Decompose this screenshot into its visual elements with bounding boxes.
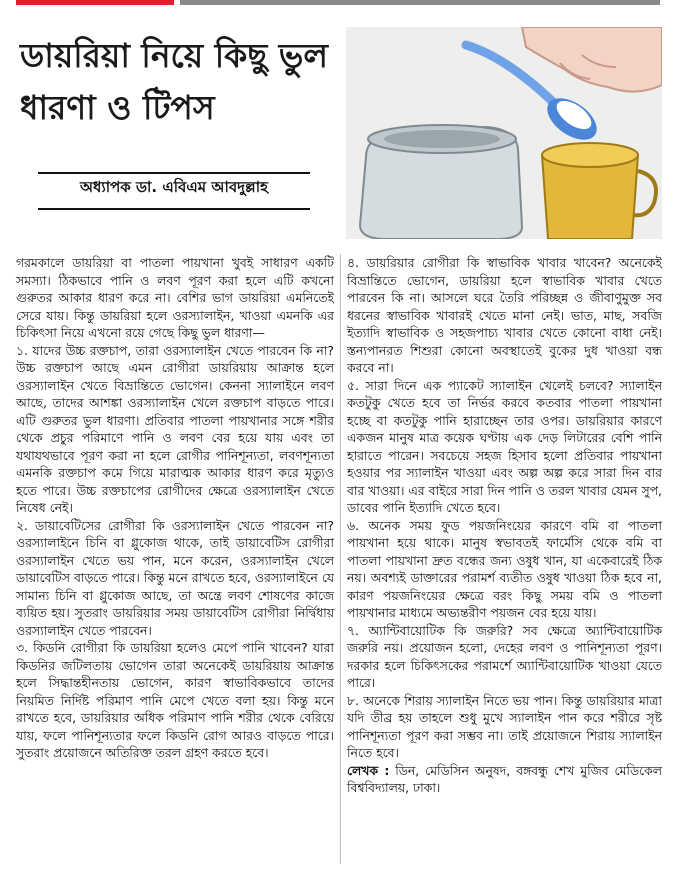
paragraph-intro: গরমকালে ডায়রিয়া বা পাতলা পায়খানা খুবই সাধারণ একটি সমস্যা। ঠিকভাবে পানি ও লবণ পূরণ করা হলে এটি কখনো গুরুতর আকার ধারণ করে না। বেশির ভাগ ডায়রিয়া এমনিতেই সেরে যায়। কিন্তু ডায়রিয়া হলে ওরস্যালাইন, খাওয়া এমনকি এর চিকিৎসা নিয়ে এখনো রয়ে গেছে কিছু ভুল ধারণা— [16, 255, 334, 340]
paragraph-point-5: ৫. সারা দিনে এক প্যাকেট স্যালাইন খেলেই চলবে? স্যালাইন কতটুকু খেতে হবে তা নির্ভর করবে কতবার পাতলা পায়খানা হচ্ছে বা কতটুকু পানি হারাচ্ছেন তার ওপর। ডায়রিয়ার কারণে একজন মানুষ মাত্র কয়েক ঘণ্টায় এক দেড় লিটারের বেশি পানি হারাতে পারেন। সবচেয়ে সহজ হিসাব হলো প্রতিবার পায়খানা হওয়ার পর স্যালাইন খাওয়া এবং অল্প অল্প করে সারা দিন বার বার খাওয়া। এর বাইরে সারা দিন পানি ও তরল খাবার যেমন সুপ, ডাবের পানি ইত্যাদি খেতে হবে। [347, 377, 662, 515]
article-column-left [16, 254, 334, 762]
author-rule-top [38, 172, 310, 174]
article-photo-saline-preparation [346, 27, 662, 239]
column-divider [340, 254, 341, 864]
paragraph-point-8: ৮. অনেকে শিরায় স্যালাইন নিতে ভয় পান। কিন্তু ডায়রিয়ার মাত্রা যদি তীব্র হয় তাহলে শুধু মুখে স্যালাইন পান করে শরীরে সৃষ্ট পানিশূন্যতা পূরণ করা সম্ভব না। তাই প্রয়োজনে শিরায় স্যালাইন নিতে হবে। [347, 692, 662, 760]
article-column-right [347, 254, 662, 797]
byline-label: লেখক : [347, 762, 390, 778]
paragraph-point-6: ৬. অনেক সময় ফুড পয়জনিংয়ের কারণে বমি বা পাতলা পায়খানা হয়ে থাকে। মানুষ স্বভাবতই ফার্মেসি থেকে বমি বা পাতলা পায়খানা দ্রুত বন্ধের জন্য ওষুধ খান, যা একেবারেই ঠিক নয়। অবশ্যই ডাক্তারের পরামর্শ ব্যতীত ওষুধ খাওয়া ঠিক হবে না, কারণ পয়জনিংয়ের ক্ষেত্রে বরং কিছু সময় বমি ও পাতলা পায়খানার মাধ্যমে অভ্যন্তরীণ পয়জন বের হয়ে যায়। [347, 517, 662, 620]
paragraph-point-3: ৩. কিডনি রোগীরা কি ডায়রিয়া হলেও মেপে পানি খাবেন? যারা কিডনির জটিলতায় ভোগেন তারা অনেকেই ডায়রিয়ায় আক্রান্ত হলে সিদ্ধান্তহীনতায় ভোগেন, কারণ স্বাভাবিকভাবে তাদের নিয়মিত নির্দিষ্ট পরিমাণ পানি মেপে খেতে বলা হয়। কিন্তু মনে রাখতে হবে, ডায়রিয়ার অধিক পরিমাণ পানি শরীর থেকে বেরিয়ে যায়, ফলে পানিশূন্যতার ফলে কিডনি রোগ আরও বাড়তে পারে। সুতরাং প্রয়োজনে অতিরিক্ত তরল গ্রহণ করতে হবে। [16, 640, 334, 760]
headline: ডায়রিয়া নিয়ে কিছু ভুল ধারণা ও টিপস [20, 36, 328, 127]
byline-text: ডিন, মেডিসিন অনুষদ, বঙ্গবন্ধু শেখ মুজিব মেডিকেল বিশ্ববিদ্যালয়, ঢাকা। [347, 762, 662, 795]
paragraph-point-1: ১. যাদের উচ্চ রক্তচাপ, তারা ওরস্যালাইন খেতে পারবেন কি না? উচ্চ রক্তচাপ আছে এমন রোগীরা ডায়রিয়ায় আক্রান্ত হলে ওরস্যালাইন খেতে বিভ্রান্তিতে ভোগেন। কেননা স্যালাইনে লবণ আছে, তাদের আশঙ্কা ওরস্যালাইন খেলে রক্তচাপ বাড়তে পারে। এটি গুরুতর ভুল ধারণা। প্রতিবার পাতলা পায়খানার সঙ্গে শরীর থেকে প্রচুর পরিমাণে পানি ও লবণ বের হয়ে যায় এবং তা যথাযথভাবে পূরণ করা না হলে রোগীর পানিশূন্যতা, লবণশূন্যতা এমনকি রক্তচাপ কমে গিয়ে মারাত্মক আকার ধারণ করে মৃত্যুও হতে পারে। উচ্চ রক্তচাপের রোগীদের ক্ষেত্রে ওরস্যালাইন খেতে নিষেধ নেই। [16, 342, 334, 515]
author-rule-bottom [38, 208, 310, 210]
top-accent-bar [16, 0, 174, 5]
author-name: অধ্যাপক ডা. এবিএম আবদুল্লাহ [80, 178, 268, 196]
paragraph-point-4: ৪. ডায়রিয়ার রোগীরা কি স্বাভাবিক খাবার খাবেন? অনেকেই বিভ্রান্তিতে ভোগেন, ডায়রিয়া হলে স্বাভাবিক খাবার খেতে পারবেন কি না। আসলে ঘরে তৈরি পরিচ্ছন্ন ও জীবাণুমুক্ত সব ধরনের স্বাভাবিক খাবারই খেতে মানা নেই। ভাত, মাছ, সবজি ইত্যাদি স্বাভাবিক ও সহজপাচ্য খাবার খেতে কোনো বাধা নেই। স্তন্যপানরত শিশুরা কোনো অবস্থাতেই বুকের দুধ খাওয়া বন্ধ করবে না। [347, 255, 662, 375]
top-rule-bar [180, 0, 660, 5]
paragraph-point-7: ৭. অ্যান্টিবায়োটিক কি জরুরি? সব ক্ষেত্রে অ্যান্টিবায়োটিক জরুরি নয়। প্রয়োজন হলো, দেহের লবণ ও পানিশূন্যতা পূরণ। দরকার হলে চিকিৎসকের পরামর্শে অ্যান্টিবায়োটিক খাওয়া যেতে পারে। [347, 622, 662, 690]
paragraph-point-2: ২. ডায়াবেটিসের রোগীরা কি ওরস্যালাইন খেতে পারবেন না? ওরস্যালাইনে চিনি বা গ্লুকোজ থাকে, তাই ডায়াবেটিস রোগীরা ওরস্যালাইন খেতে ভয় পান, মনে করেন, ওরস্যালাইন খেলে ডায়াবেটিস বাড়তে পারে। কিন্তু মনে রাখতে হবে, ওরস্যালাইনে যে সামান্য চিনি বা গ্লুকোজ আছে, তা অন্ত্রে লবণ শোষণের কাজে ব্যয়িত হয়। সুতরাং ডায়রিয়ার সময় ডায়াবেটিস রোগীরা নির্দ্বিধায় ওরস্যালাইন খেতে পারবেন। [16, 517, 334, 638]
author-byline [347, 762, 662, 797]
saline-illustration [346, 27, 662, 239]
